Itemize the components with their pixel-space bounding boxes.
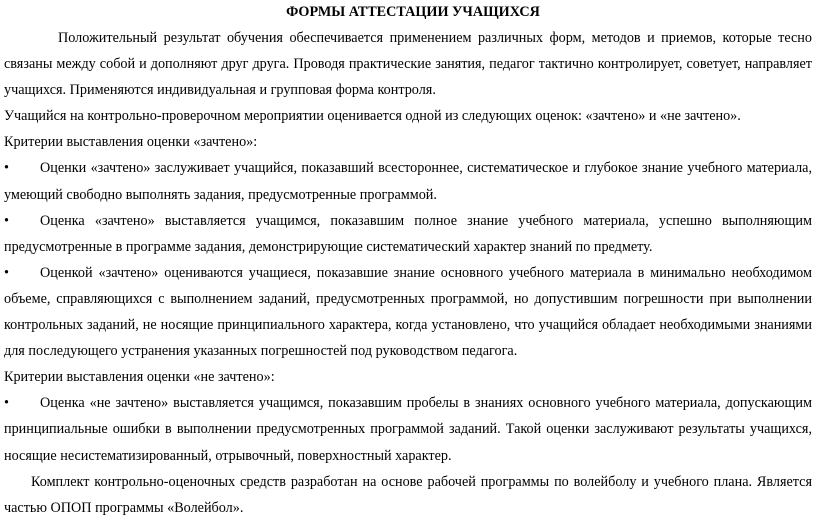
pass-criterion-item — [4, 155, 812, 207]
bullet-marker: • — [4, 395, 9, 412]
fail-criterion-text: Оценка «не зачтено» выставляется учащимся, показавшим пробелы в знаниях основного учебного материала, допускающим принципиальные ошибки в выполнении предусмотренных программой заданий. Такой оценки заслуживают результаты учащихся, носящие несистематизированный, отрывочный, поверхностный характер. — [4, 395, 812, 464]
criteria-pass-heading: Критерии выставления оценки «зачтено»: — [4, 134, 258, 151]
pass-criterion-item — [4, 208, 812, 260]
bullet-marker: • — [4, 212, 9, 229]
bullet-marker: • — [4, 160, 9, 177]
grading-paragraph: Учащийся на контрольно-проверочном мероприятии оценивается одной из следующих оценок: «зачтено» и «не зачтено». — [4, 108, 741, 125]
intro-paragraph: Положительный результат обучения обеспечивается применением различных форм, методов и приемов, которые тесно связаны между собой и дополняют друг друга. Проводя практические занятия, педагог тактично контролирует, советует, направляет учащихся. Применяются индивидуальная и групповая форма контроля. — [4, 30, 812, 99]
fail-criterion-item — [4, 390, 812, 468]
closing-paragraph: Комплект контрольно-оценочных средств разработан на основе рабочей программы по волейболу и учебного плана. Является частью ОПОП программы «Волейбол». — [4, 473, 812, 516]
pass-criterion-text: Оценка «зачтено» выставляется учащимся, показавшим полное знание учебного материала, успешно выполняющим предусмотренные в программе задания, демонстрирующие систематический характер знаний по предмету. — [4, 212, 812, 255]
bullet-marker: • — [4, 264, 9, 281]
pass-criterion-text: Оценки «зачтено» заслуживает учащийся, показавший всестороннее, систематическое и глубокое знание учебного материала, умеющий свободно выполнять задания, предусмотренные программой. — [4, 160, 812, 203]
page-title: ФОРМЫ АТТЕСТАЦИИ УЧАЩИХСЯ — [286, 4, 540, 20]
pass-criterion-text: Оценкой «зачтено» оцениваются учащиеся, показавшие знание основного учебного материала в минимально необходимом объеме, справляющихся с выполнением заданий, предусмотренных программой, но допустившим погрешности при выполнении контрольных заданий, не носящие принципиального характера, когда установлено, что учащийся обладает необходимыми знаниями для последующего устранения указанных погрешностей под руководством педагога. — [4, 264, 812, 360]
criteria-fail-heading: Критерии выставления оценки «не зачтено»: — [4, 369, 275, 386]
pass-criterion-item — [4, 260, 812, 364]
